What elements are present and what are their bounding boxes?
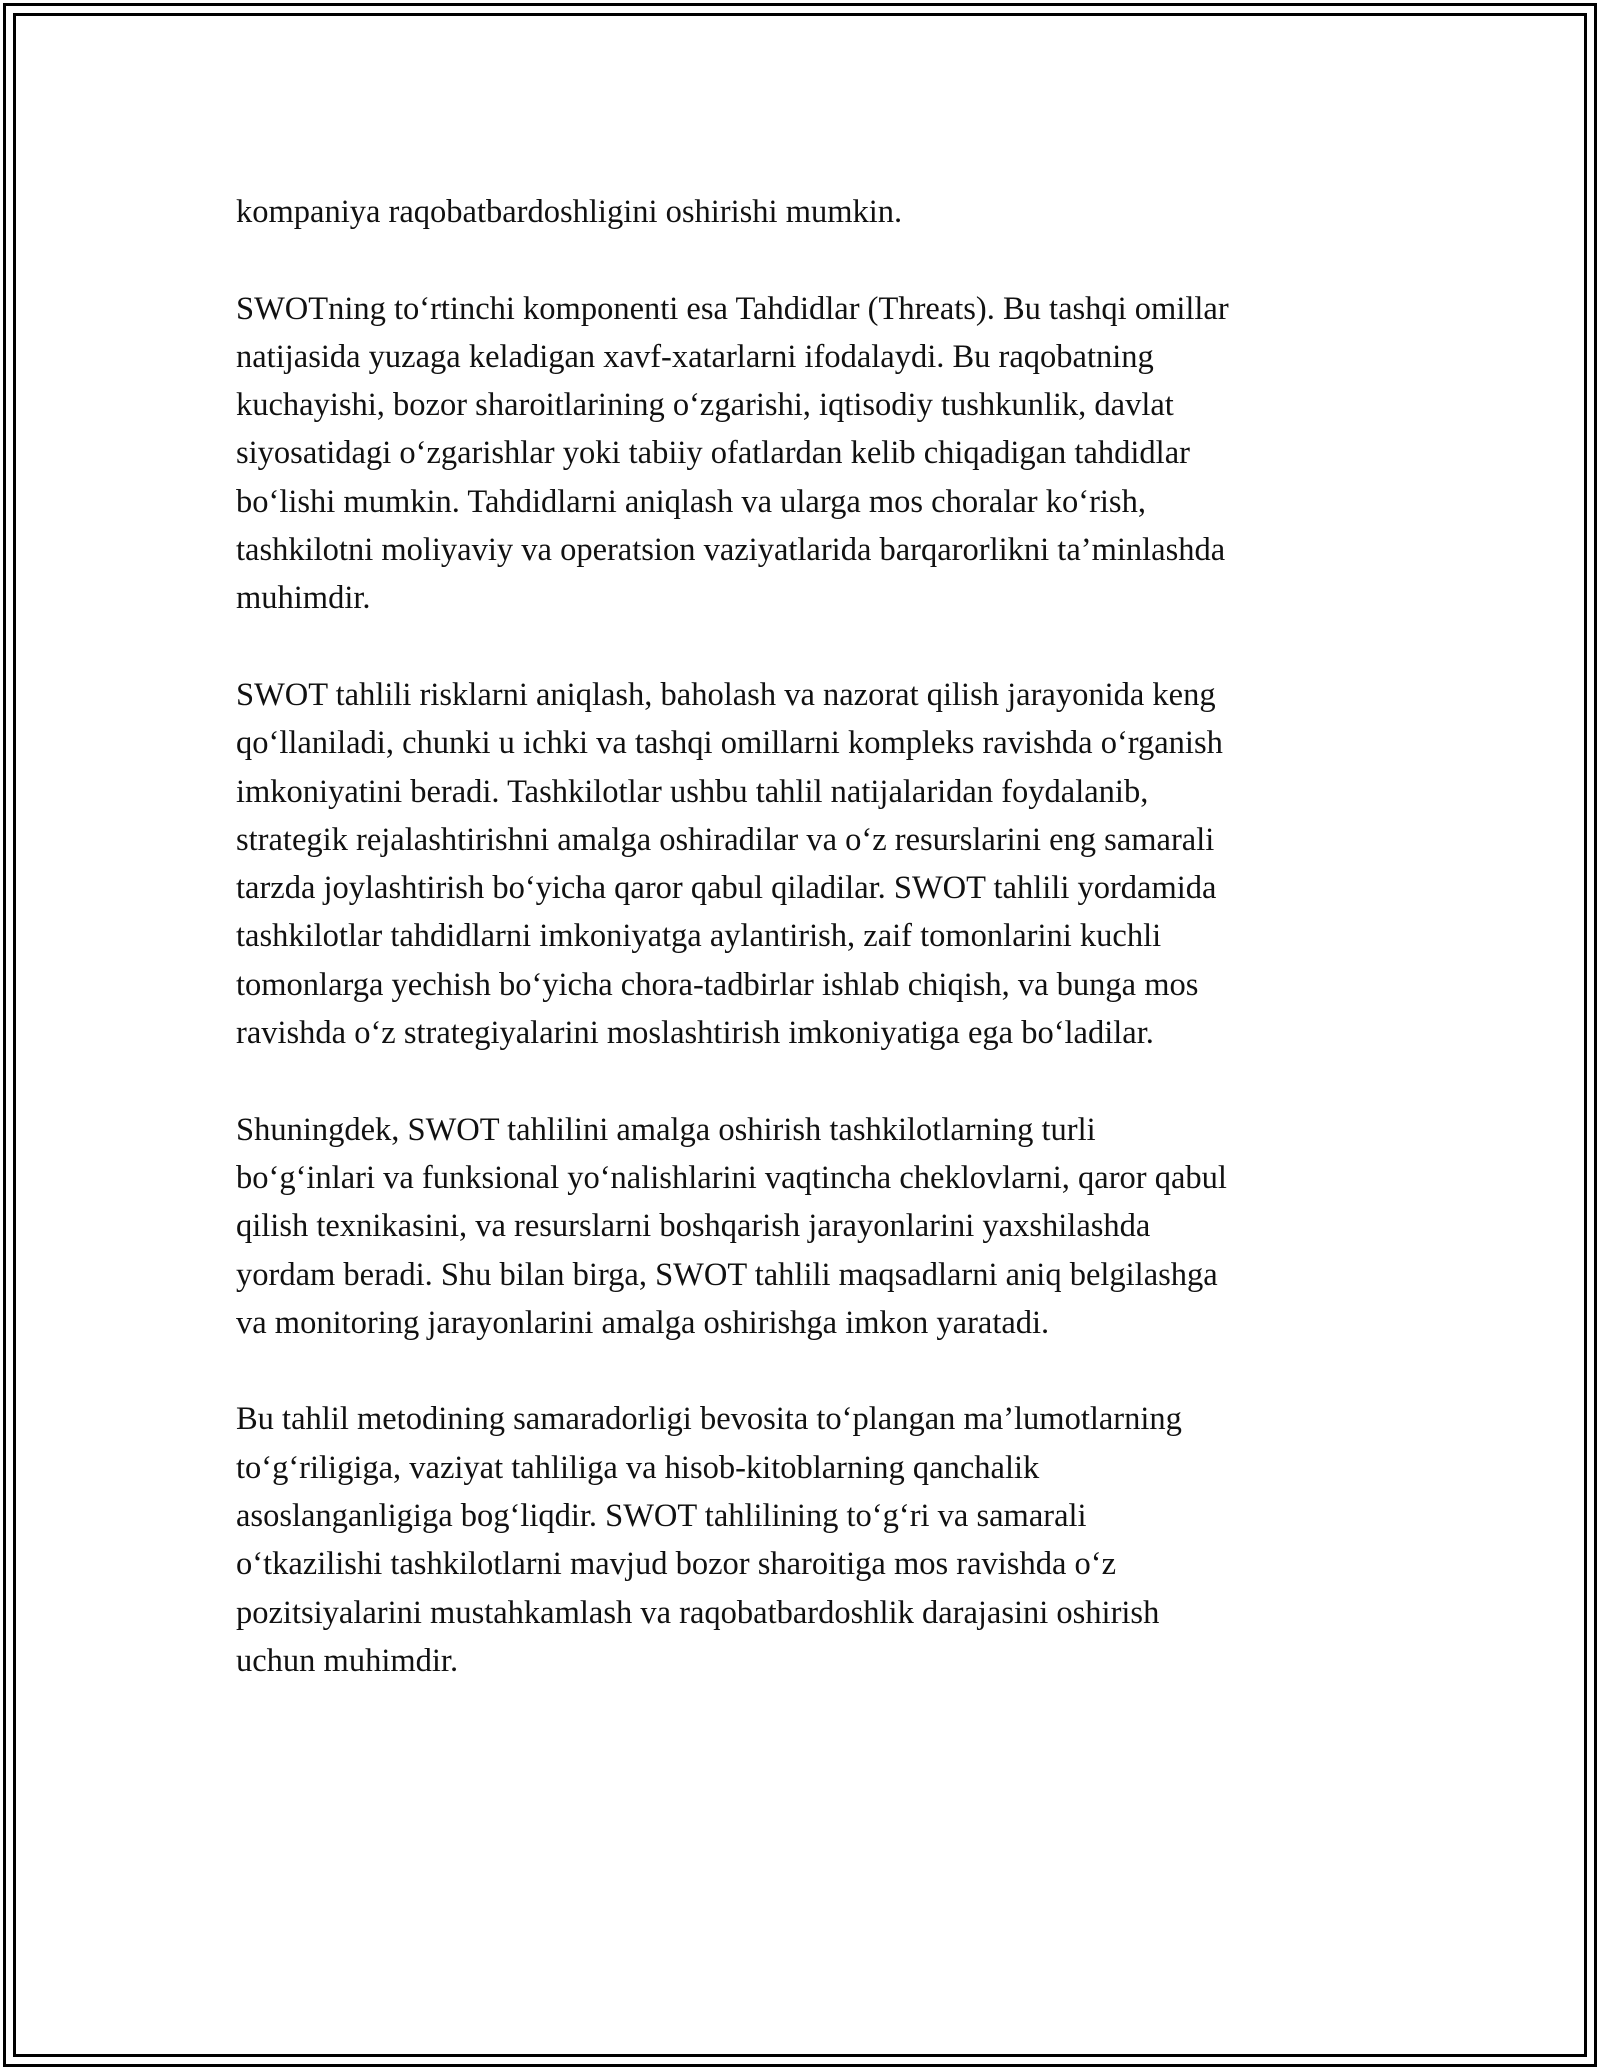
paragraph-4 (236, 1106, 1366, 1347)
text-line: o‘tkazilishi tashkilotlarni mavjud bozor sharoitiga mos ravishda o‘z (236, 1546, 1117, 1583)
paragraph-gap (236, 1347, 1366, 1395)
text-line: SWOTning to‘rtinchi komponenti esa Tahdidlar (Threats). Bu tashqi omillar (236, 290, 1229, 327)
text-line: qilish texnikasini, va resurslarni boshqarish jarayonlarini yaxshilashda (236, 1208, 1151, 1245)
paragraph-gap (236, 623, 1366, 671)
paragraph-2 (236, 285, 1366, 623)
text-line: uchun muhimdir. (236, 1642, 459, 1679)
text-line: qo‘llaniladi, chunki u ichki va tashqi omillarni kompleks ravishda o‘rganish (236, 725, 1223, 762)
text-line: asoslanganligiga bog‘liqdir. SWOT tahlilining to‘g‘ri va samarali (236, 1498, 1087, 1535)
text-line: tomonlarga yechish bo‘yicha chora-tadbirlar ishlab chiqish, va bunga mos (236, 966, 1199, 1003)
text-line: tashkilotni moliyaviy va operatsion vaziyatlarida barqarorlikni ta’minlashda (236, 532, 1226, 569)
text-line: siyosatidagi o‘zgarishlar yoki tabiiy ofatlardan kelib chiqadigan tahdidlar (236, 435, 1190, 472)
paragraph-3 (236, 671, 1366, 1057)
paragraph-5 (236, 1395, 1366, 1685)
paragraph-1 (236, 188, 1366, 236)
text-line: to‘g‘riligiga, vaziyat tahliliga va hisob-kitoblarning qanchalik (236, 1449, 1040, 1486)
text-line: va monitoring jarayonlarini amalga oshirishga imkon yaratadi. (236, 1304, 1050, 1341)
text-line: kompaniya raqobatbardoshligini oshirishi mumkin. (236, 194, 903, 230)
text-line: yordam beradi. Shu bilan birga, SWOT tahlili maqsadlarni aniq belgilashga (236, 1256, 1218, 1293)
text-line: Bu tahlil metodining samaradorligi bevosita to‘plangan ma’lumotlarning (236, 1401, 1182, 1438)
text-line: Shuningdek, SWOT tahlilini amalga oshirish tashkilotlarning turli (236, 1111, 1096, 1148)
text-line: SWOT tahlili risklarni aniqlash, baholash va nazorat qilish jarayonida keng (236, 676, 1216, 713)
paragraph-gap (236, 1057, 1366, 1105)
text-line: pozitsiyalarini mustahkamlash va raqobatbardoshlik darajasini oshirish (236, 1594, 1160, 1631)
text-line: muhimdir. (236, 580, 371, 617)
text-line: kuchayishi, bozor sharoitlarining o‘zgarishi, iqtisodiy tushkunlik, davlat (236, 387, 1174, 424)
text-line: bo‘g‘inlari va funksional yo‘nalishlarini vaqtincha cheklovlarni, qaror qabul (236, 1159, 1227, 1196)
text-line: natijasida yuzaga keladigan xavf-xatarlarni ifodalaydi. Bu raqobatning (236, 338, 1154, 375)
text-line: tarzda joylashtirish bo‘yicha qaror qabul qiladilar. SWOT tahlili yordamida (236, 870, 1217, 907)
paragraph-gap (236, 236, 1366, 284)
text-line: tashkilotlar tahdidlarni imkoniyatga aylantirish, zaif tomonlarini kuchli (236, 918, 1162, 955)
text-line: bo‘lishi mumkin. Tahdidlarni aniqlash va ularga mos choralar ko‘rish, (236, 483, 1146, 520)
document-body (236, 188, 1366, 1685)
text-line: strategik rejalashtirishni amalga oshiradilar va o‘z resurslarini eng samarali (236, 821, 1215, 858)
text-line: imkoniyatini beradi. Tashkilotlar ushbu tahlil natijalaridan foydalanib, (236, 773, 1149, 810)
text-line: ravishda o‘z strategiyalarini moslashtirish imkoniyatiga ega bo‘ladilar. (236, 1015, 1154, 1052)
